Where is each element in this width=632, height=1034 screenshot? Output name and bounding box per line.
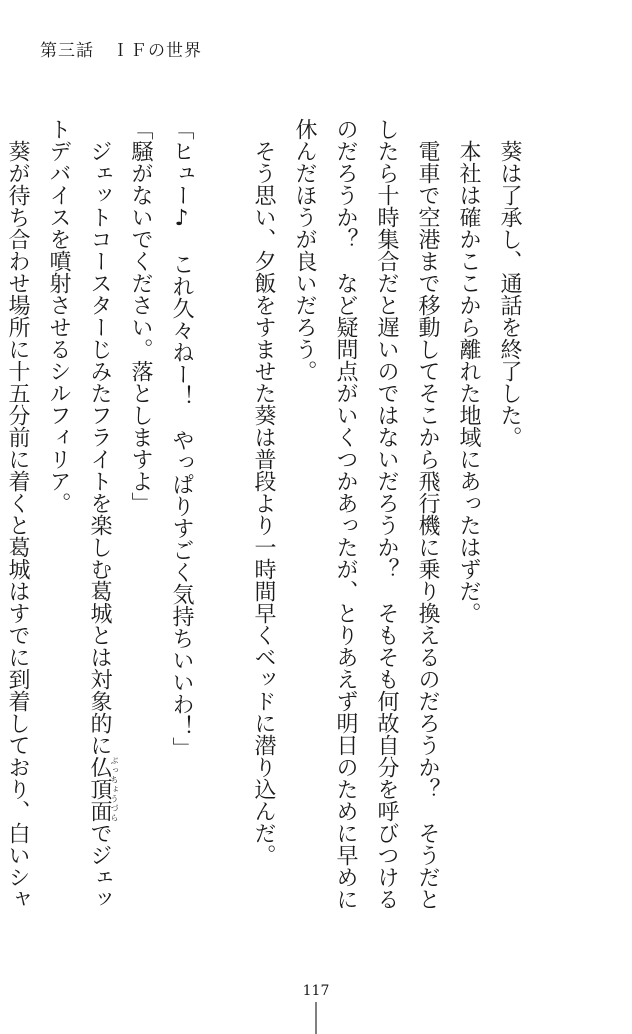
paragraph [38,118,120,928]
paragraph: 本社は確かここから離れた地域にあったはずだ。 [456,140,481,624]
ruby-reading: ぶっちょうづら [110,756,119,822]
text-segment: でジェットデバイスを噴射させるシルフィリア。 [46,118,112,910]
page-marker-line [315,1002,317,1034]
chapter-header: 第三話 ＩＦの世界 [40,41,202,61]
body-text [5,118,530,928]
paragraph: 葵が待ち合わせ場所に十五分前に着くと葛城はすでに到着しており、白いシャ [5,140,30,910]
paragraph: 葵は了承し、通話を終了した。 [497,140,522,448]
paragraph: そう思い、夕飯をすませた葵は普段より一時間早くベッドに潜り込んだ。 [251,140,276,866]
dialogue-line: 「騒がないでください。落としますよ」 [128,118,153,514]
ruby-word [87,756,119,822]
paragraph: 電車で空港まで移動してそこから飛行機に乗り換えるのだろうか？ そうだとしたら十時集合だと遅いのではないだろうか？ そもそも何故自分を呼びつけるのだろうか？ など疑問点がいくつかあったが、とりあえず明日のために早めに休んだほうが良いだろう。 [292,118,440,910]
blank-line [202,118,243,928]
page-number: 117 [302,983,330,999]
ruby-base: 仏頂面 [87,756,112,822]
text-segment: ジェットコースターじみたフライトを楽しむ葛城とは対象的に [87,140,112,756]
dialogue-line: 「ヒュー♪ これ久々ねー！ やっぱりすごく気持ちいいわ！」 [169,118,194,759]
